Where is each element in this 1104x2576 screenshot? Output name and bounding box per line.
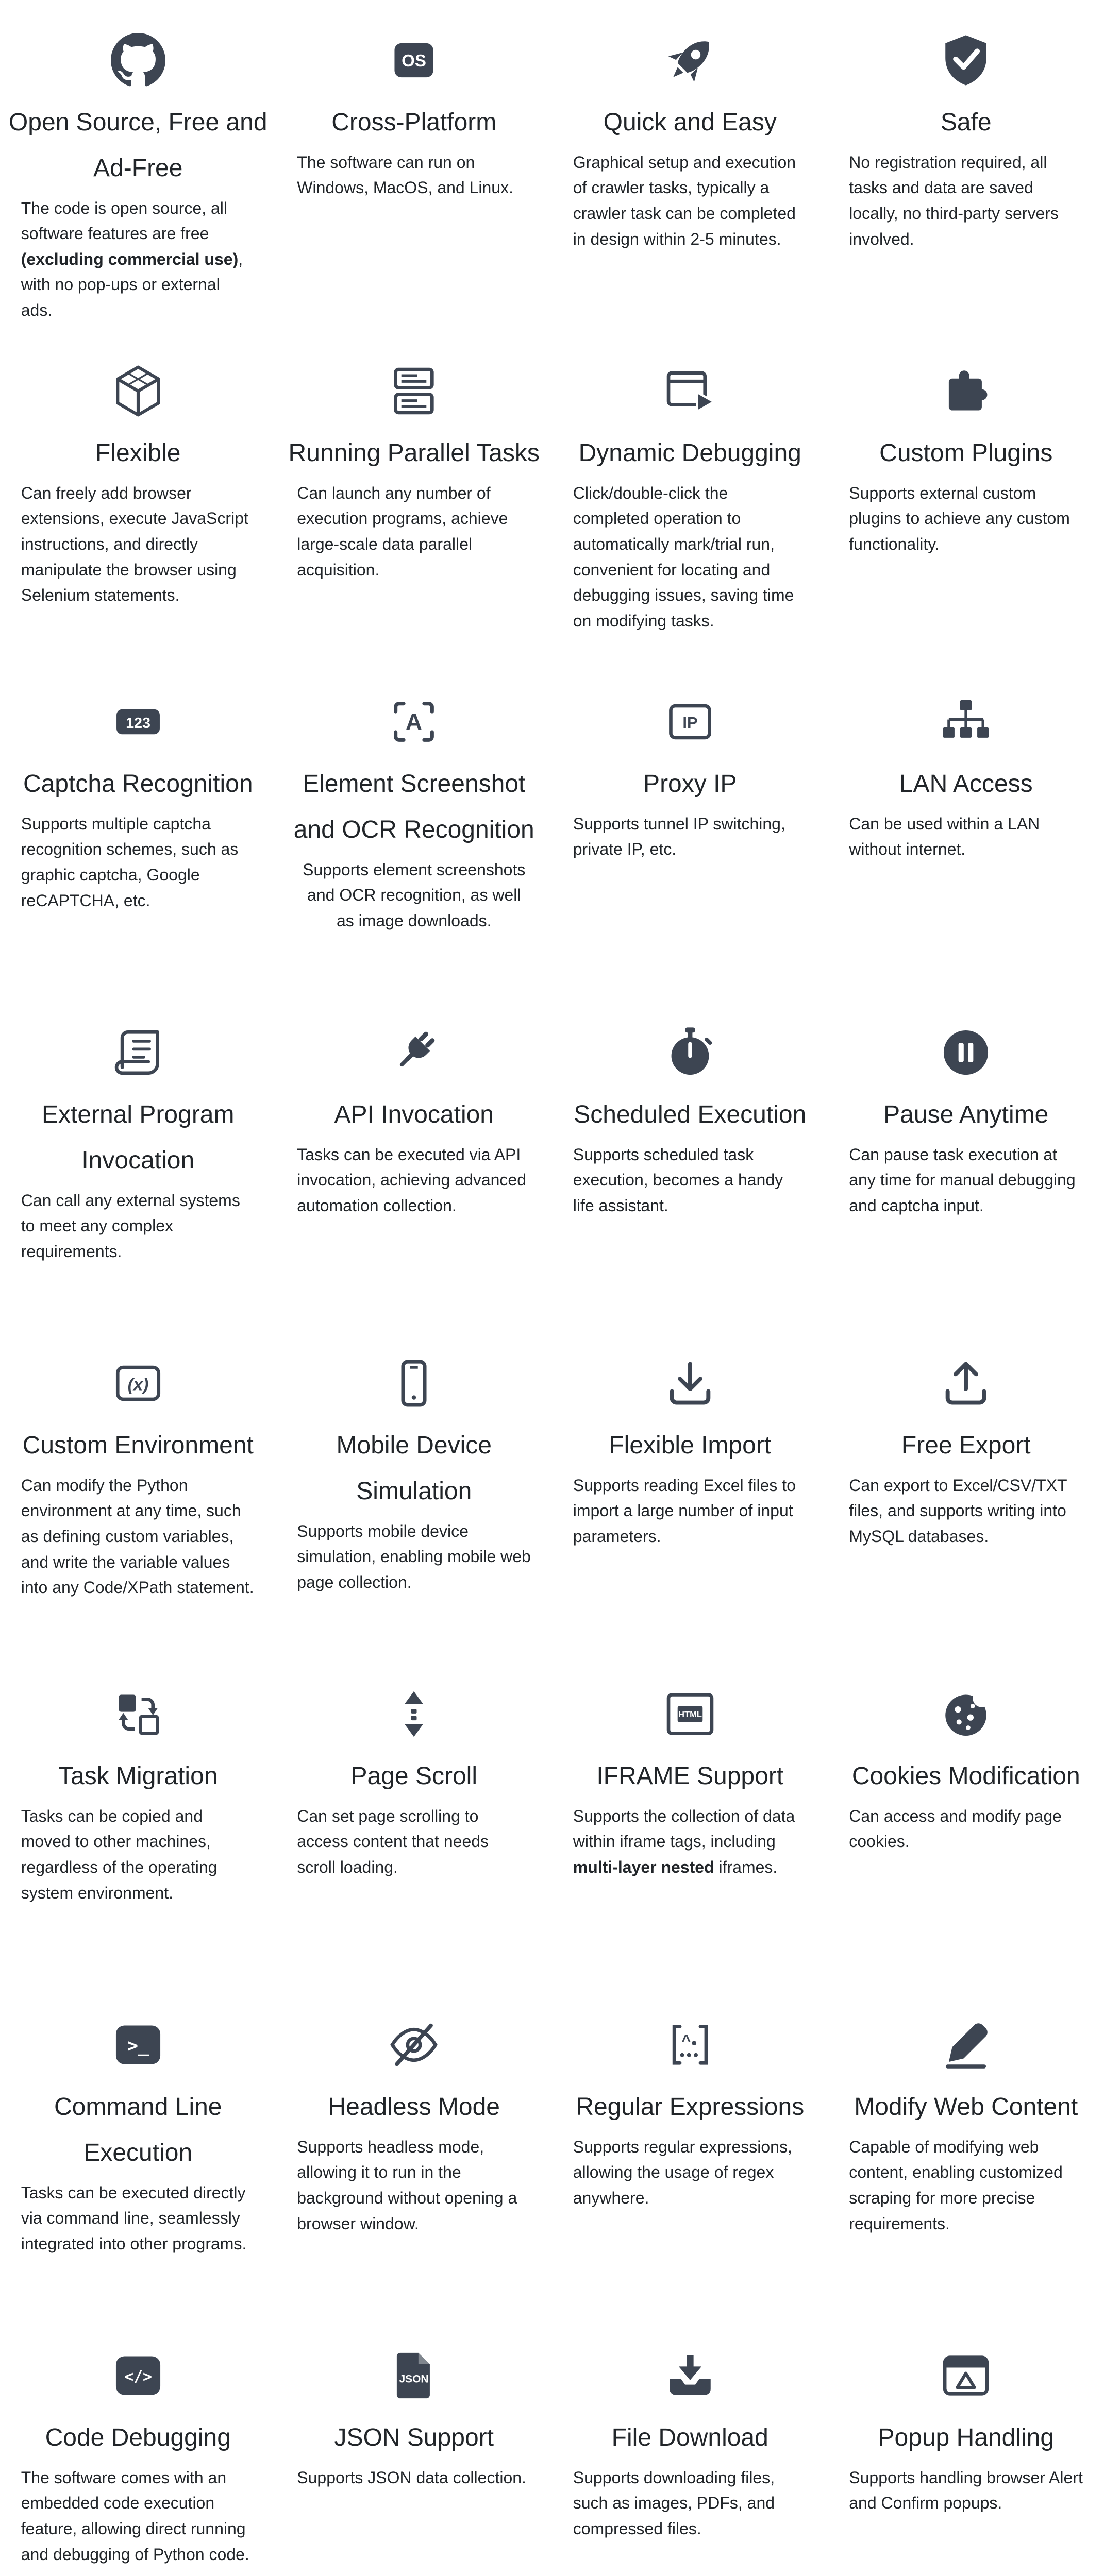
parallel-tasks-icon [387,363,441,419]
export-icon [939,1355,993,1412]
feature-title: LAN Access [899,761,1033,807]
cube-icon [111,363,165,419]
feature-title: Element Screenshot and OCR Recognition [279,761,549,853]
code-icon [111,2347,165,2404]
pause-icon [939,1024,993,1081]
feature-description-text: Can call any external systems to meet any complex requirements. [21,1191,240,1261]
feature-description [849,811,1083,862]
feature-title: Dynamic Debugging [579,431,801,477]
feature-description-text: Supports the collection of data within iframe tags, including [573,1807,795,1851]
timer-icon [663,1024,717,1081]
feature-description-text: iframes. [714,1858,778,1876]
feature-description-text: Tasks can be executed via API invocation, achieving advanced automation collection. [297,1145,526,1215]
feature-card [276,1686,553,2016]
feature-description [297,857,531,934]
feature-description-text: The software can run on Windows, MacOS, and Linux. [297,153,513,197]
feature-description-text: Can modify the Python environment at any time, such as defining custom variables, and write the variable values into any Code/XPath statement. [21,1476,254,1597]
mobile-icon [387,1355,441,1412]
rocket-icon [663,32,717,89]
feature-description-text: Can export to Excel/CSV/TXT files, and supports writing into MySQL databases. [849,1476,1067,1546]
feature-card [552,2347,828,2576]
feature-description-text: Supports reading Excel files to import a large number of input parameters. [573,1476,796,1546]
feature-description-text: Graphical setup and execution of crawler tasks, typically a crawler task can be completed in design within 2-5 minutes. [573,153,796,248]
svg-text:A: A [406,709,422,735]
feature-description-text: No registration required, all tasks and data are saved locally, no third-party servers involved. [849,153,1059,248]
feature-title: Running Parallel Tasks [289,431,540,477]
feature-title: Open Source, Free and Ad-Free [3,100,273,192]
feature-description [573,1142,807,1219]
feature-title: Regular Expressions [576,2084,804,2130]
feature-description-text: Tasks can be copied and moved to other machines, regardless of the operating system environment. [21,1807,218,1902]
feature-title: Captcha Recognition [23,761,253,807]
feature-description [849,150,1083,252]
feature-description-text: , with no pop-ups or external ads. [21,250,243,319]
svg-text:123: 123 [126,715,150,732]
feature-description [21,1188,255,1265]
feature-card [552,2016,828,2347]
feature-description-text: Supports element screenshots and OCR recognition, as well as image downloads. [303,860,525,930]
captcha-123-icon [111,693,165,750]
svg-text:^: ^ [681,2031,691,2049]
feature-card [276,693,553,1024]
feature-description [21,196,255,324]
feature-description [573,1473,807,1550]
feature-description [849,1473,1083,1550]
feature-card [828,1024,1104,1355]
feature-description-text: Capable of modifying web content, enabling customized scraping for more precise requirements. [849,2138,1062,2233]
feature-card [0,363,276,693]
puzzle-icon [939,363,993,419]
regex-icon [663,2016,717,2073]
feature-card [276,1024,553,1355]
headless-icon [387,2016,441,2073]
feature-description-text: Can pause task execution at any time for manual debugging and captcha input. [849,1145,1075,1215]
feature-card [828,32,1104,363]
feature-description [21,2465,255,2567]
feature-title: Cookies Modification [852,1754,1080,1800]
feature-card [828,693,1104,1024]
feature-title: Mobile Device Simulation [279,1423,549,1515]
feature-description [849,1142,1083,1219]
svg-text:(x): (x) [128,1375,148,1394]
feature-title: Free Export [901,1423,1031,1469]
lan-icon [939,693,993,750]
feature-description [573,481,807,634]
feature-description-text: Can launch any number of execution programs, achieve large-scale data parallel acquisition. [297,484,508,579]
feature-description-text: Can access and modify page cookies. [849,1807,1062,1851]
file-download-icon [663,2347,717,2404]
feature-description [849,2465,1083,2516]
feature-description-bold: (excluding commercial use) [21,250,238,268]
feature-title: API Invocation [334,1092,494,1138]
feature-title: JSON Support [334,2415,494,2461]
feature-description-text: Supports handling browser Alert and Confirm popups. [849,2468,1083,2513]
feature-card [0,693,276,1024]
feature-description [849,2134,1083,2236]
feature-description [21,1473,255,1601]
feature-card [828,363,1104,693]
feature-title: Quick and Easy [604,100,777,146]
feature-description-text: Supports tunnel IP switching, private IP, etc. [573,815,785,859]
feature-description [297,150,531,201]
os-badge-icon [387,32,441,89]
feature-description-text: Can be used within a LAN without internet. [849,815,1040,859]
svg-text:HTML: HTML [678,1709,702,1719]
feature-description-text: Supports downloading files, such as images, PDFs, and compressed files. [573,2468,775,2538]
svg-text:OS: OS [402,52,426,71]
ocr-scan-icon [387,693,441,750]
feature-card [0,1355,276,1686]
shield-check-icon [939,32,993,89]
feature-title: Proxy IP [643,761,737,807]
cookie-icon [939,1686,993,1742]
terminal-icon [111,2016,165,2073]
feature-description [573,2134,807,2211]
svg-text:>_: >_ [127,2035,149,2056]
feature-card [0,32,276,363]
migration-icon [111,1686,165,1742]
feature-description-text: Can freely add browser extensions, execute JavaScript instructions, and directly manipulate the browser using Selenium statements. [21,484,248,604]
import-icon [663,1355,717,1412]
feature-description [849,1804,1083,1855]
feature-card [552,32,828,363]
feature-title: Code Debugging [45,2415,231,2461]
feature-title: Task Migration [58,1754,218,1800]
feature-card [276,32,553,363]
github-icon [111,32,165,89]
feature-card [276,2347,553,2576]
feature-title: Command Line Execution [3,2084,273,2176]
feature-title: IFRAME Support [596,1754,783,1800]
svg-text:JSON: JSON [399,2373,429,2385]
feature-card [552,1686,828,2016]
feature-description-text: Click/double-click the completed operation to automatically mark/trial run, convenient for locating and debugging issues, saving time on modifying tasks. [573,484,794,630]
feature-description [573,1804,807,1880]
feature-description-text: Supports external custom plugins to achieve any custom functionality. [849,484,1070,553]
feature-description [297,2134,531,2236]
feature-title: Custom Environment [23,1423,254,1469]
feature-description [21,1804,255,1906]
feature-card [552,363,828,693]
feature-description-text: Supports regular expressions, allowing the usage of regex anywhere. [573,2138,792,2207]
feature-card [552,1355,828,1686]
feature-description [297,1804,531,1880]
scroll-icon [111,1024,165,1081]
feature-card [276,363,553,693]
feature-description [297,481,531,583]
feature-title: Custom Plugins [879,431,1052,477]
plug-icon [387,1024,441,1081]
feature-title: Pause Anytime [883,1092,1048,1138]
pen-icon [939,2016,993,2073]
feature-card [0,1024,276,1355]
feature-card [0,2347,276,2576]
feature-card [276,1355,553,1686]
feature-description [573,2465,807,2542]
iframe-icon [663,1686,717,1742]
svg-text:IP: IP [682,714,697,732]
feature-title: File Download [612,2415,768,2461]
feature-description-text: Supports headless mode, allowing it to run in the background without opening a browser window. [297,2138,517,2233]
feature-title: Safe [941,100,992,146]
feature-description-text: Supports multiple captcha recognition schemes, such as graphic captcha, Google reCAPTCHA, etc. [21,815,239,910]
popup-icon [939,2347,993,2404]
feature-description-text: The code is open source, all software features are free [21,199,227,243]
feature-description-text: The software comes with an embedded code execution feature, allowing direct running and debugging of Python code. [21,2468,249,2564]
feature-description [21,2180,255,2257]
feature-card [828,1355,1104,1686]
feature-card [0,1686,276,2016]
ip-badge-icon [663,693,717,750]
feature-description-text: Can set page scrolling to access content that needs scroll loading. [297,1807,489,1876]
feature-card [0,2016,276,2347]
feature-description [573,811,807,862]
feature-description [297,2465,531,2491]
feature-description-text: Supports mobile device simulation, enabling mobile web page collection. [297,1522,531,1591]
feature-card [828,2347,1104,2576]
feature-card [276,2016,553,2347]
feature-card [552,1024,828,1355]
feature-title: Flexible Import [609,1423,771,1469]
feature-description-bold: multi-layer nested [573,1858,714,1876]
feature-description [21,811,255,913]
feature-title: Page Scroll [351,1754,477,1800]
feature-description [297,1142,531,1219]
svg-text:</>: </> [124,2368,152,2386]
feature-description-text: Supports JSON data collection. [297,2468,526,2487]
feature-description [297,1519,531,1596]
page-scroll-icon [387,1686,441,1742]
feature-title: Headless Mode [328,2084,500,2130]
feature-title: Modify Web Content [854,2084,1078,2130]
json-file-icon [387,2347,441,2404]
feature-title: External Program Invocation [3,1092,273,1184]
feature-card [828,2016,1104,2347]
feature-card [552,693,828,1024]
feature-description [21,481,255,608]
feature-description-text: Supports scheduled task execution, becomes a handy life assistant. [573,1145,783,1215]
variable-icon [111,1355,165,1412]
feature-title: Popup Handling [878,2415,1054,2461]
feature-title: Cross-Platform [331,100,496,146]
feature-description [573,150,807,252]
feature-description [849,481,1083,557]
feature-card [828,1686,1104,2016]
feature-description-text: Tasks can be executed directly via command line, seamlessly integrated into other programs. [21,2183,247,2253]
debug-run-icon [663,363,717,419]
feature-title: Flexible [95,431,180,477]
feature-title: Scheduled Execution [574,1092,806,1138]
